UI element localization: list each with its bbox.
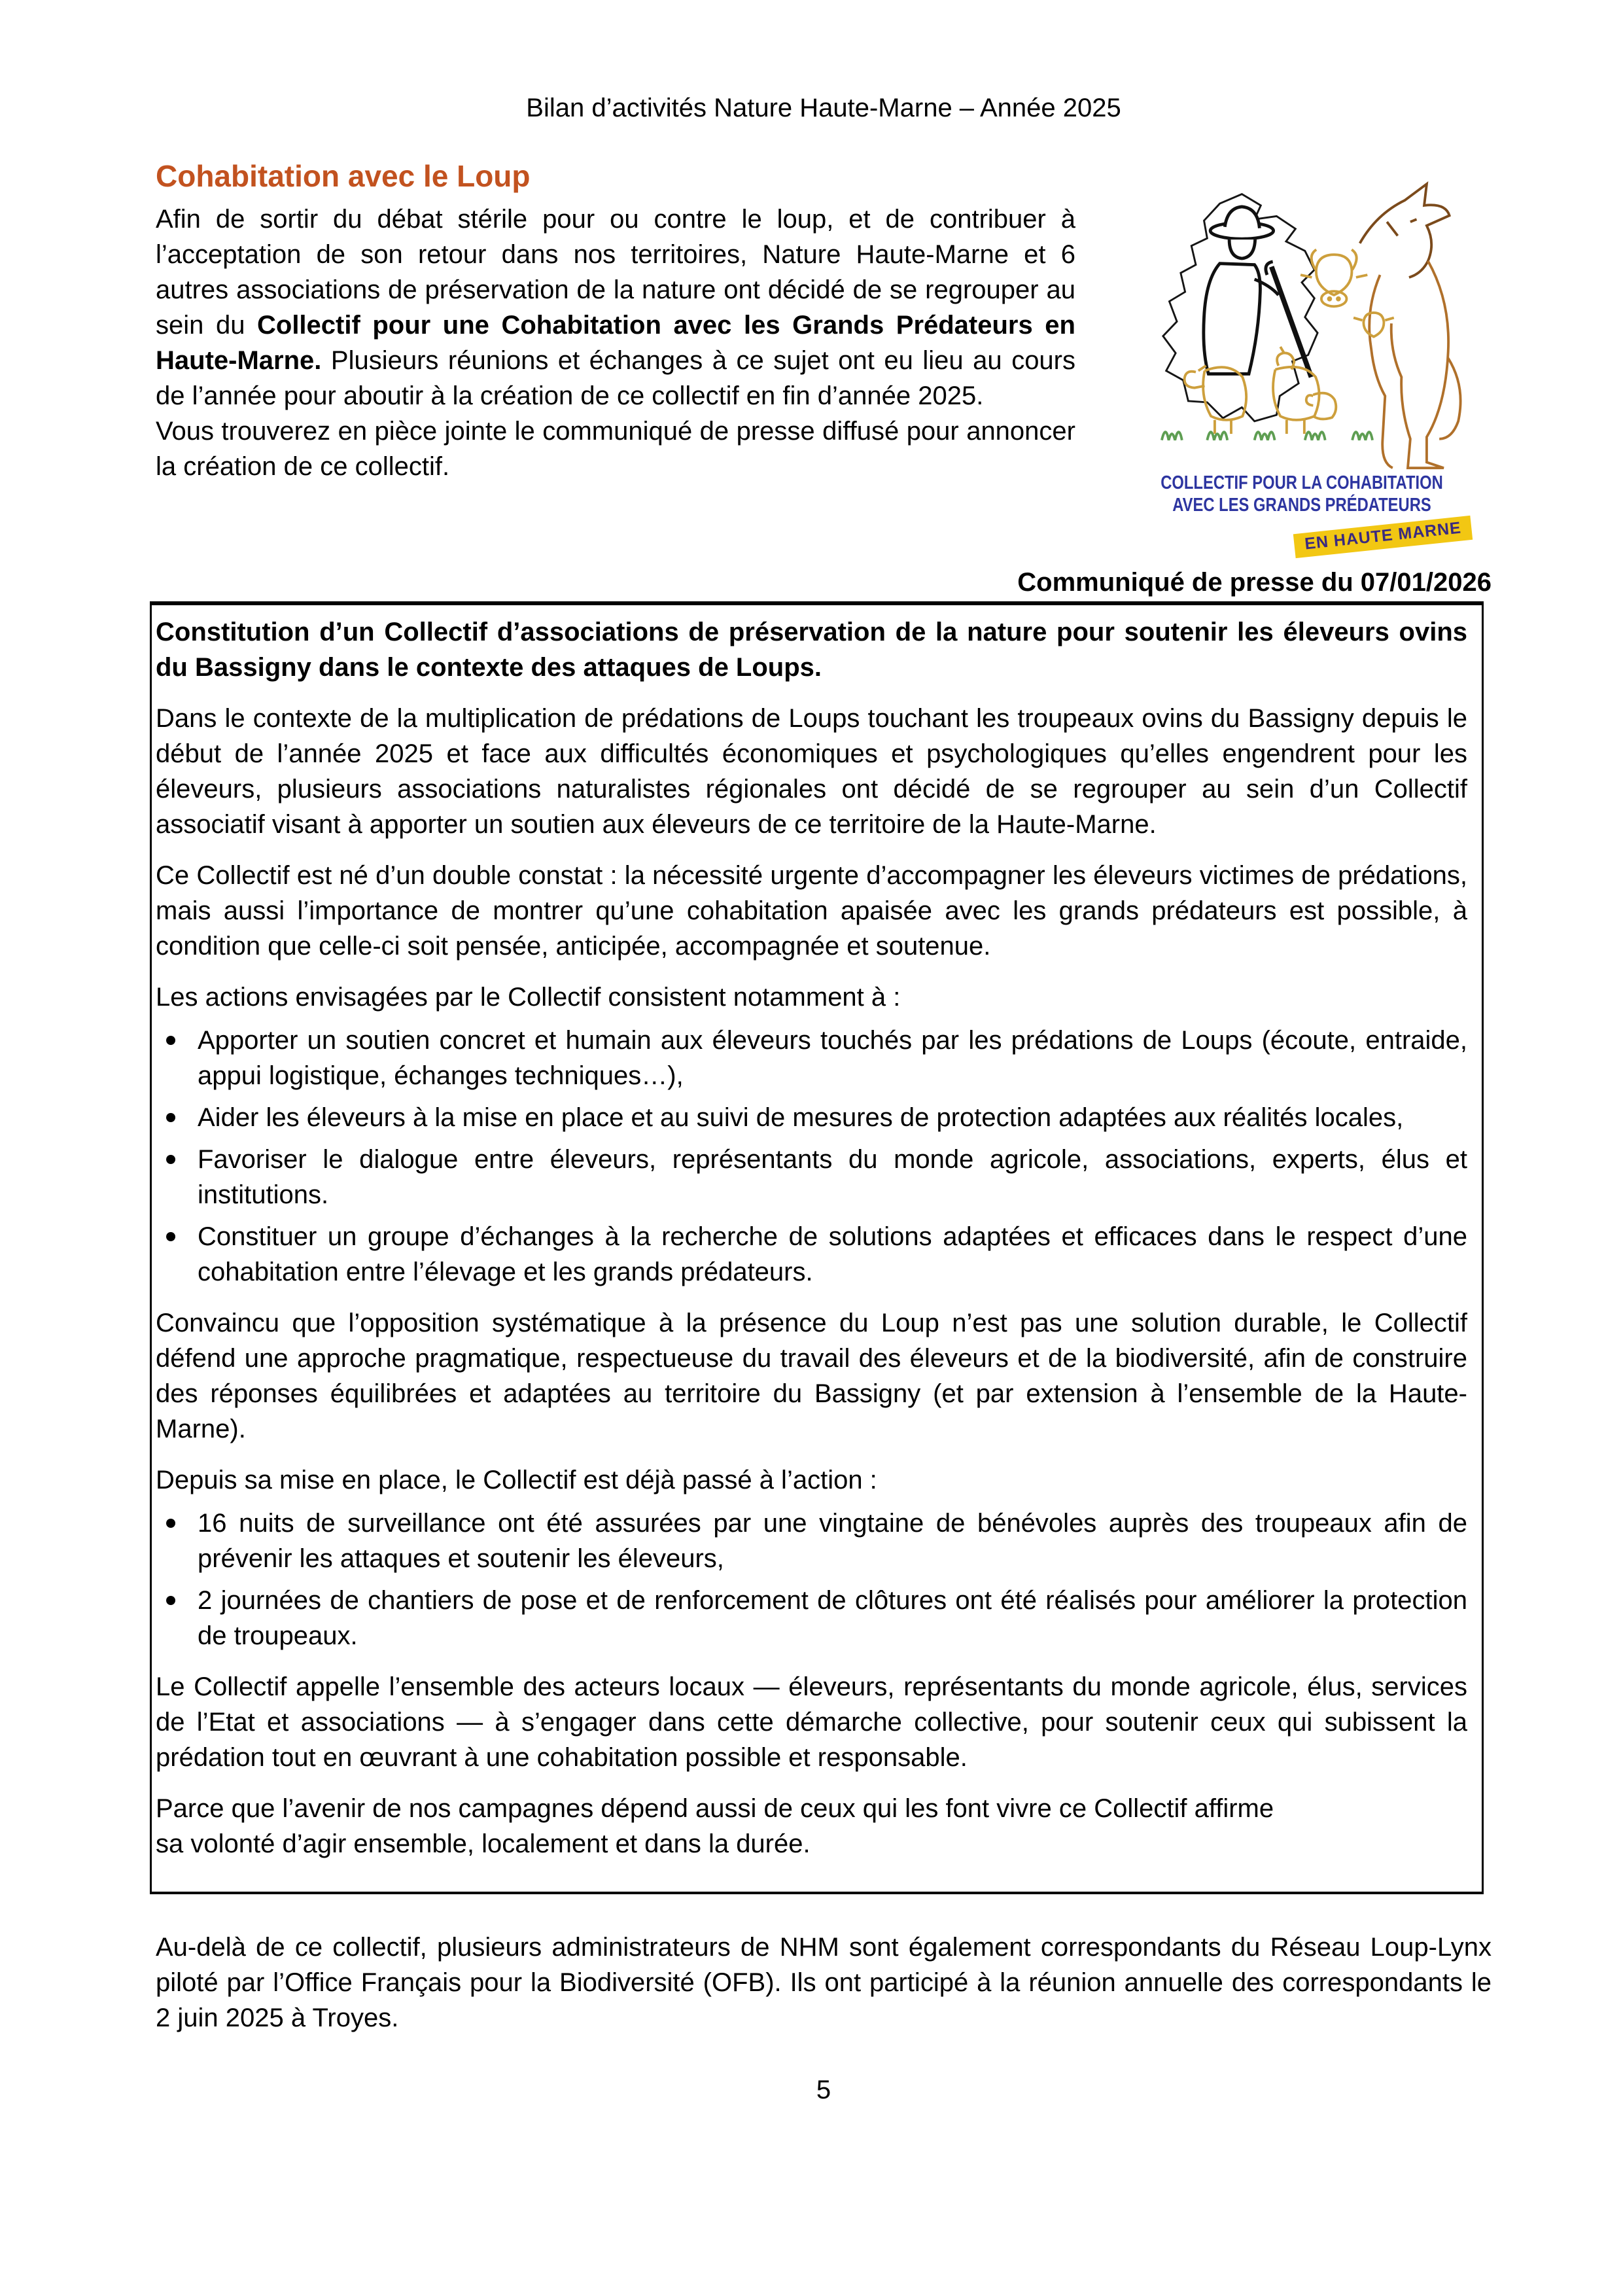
- press-release-paragraph-conclusion: [156, 1791, 1467, 1862]
- list-item-text: 2 journées de chantiers de pose et de renforcement de clôtures ont été réalisés pour améliorer la protection de troupeaux.: [198, 1586, 1467, 1650]
- press-release-paragraph-constat: Ce Collectif est né d’un double constat : la nécessité urgente d’accompagner les éleveurs victimes de prédations, mais aussi l’importance de montrer qu’une cohabitation apaisée avec les grands prédateurs est possible, à condition que celle-ci soit pensée, anticipée, accompagnée et soutenue.: [156, 861, 1467, 961]
- closing-paragraph: Au-delà de ce collectif, plusieurs administrateurs de NHM sont également correspondants du Réseau Loup-Lynx piloté par l’Office Français pour la Biodiversité (OFB). Ils ont participé à la réunion annuelle des correspondants le 2 juin 2025 à Troyes.: [156, 1933, 1492, 2032]
- press-release-box: [150, 601, 1484, 1894]
- done-intro: Depuis sa mise en place, le Collectif est déjà passé à l’action :: [156, 1466, 877, 1494]
- logo-banner-row: [1112, 515, 1492, 554]
- actions-list: [156, 1023, 1467, 1290]
- done-list: [156, 1506, 1467, 1653]
- list-item: [156, 1583, 1467, 1653]
- logo-caption-line2: AVEC LES GRANDS PRÉDATEURS: [1172, 495, 1431, 516]
- collectif-logo: [1112, 169, 1492, 554]
- collectif-name-bold: Collectif pour une Cohabitation avec les Grands Prédateurs en Haute-Marne.: [156, 311, 1075, 375]
- list-item: [156, 1506, 1467, 1576]
- list-item: [156, 1100, 1467, 1135]
- section-title: Cohabitation avec le Loup: [156, 159, 531, 193]
- collectif-logo-drawing-icon: [1125, 169, 1478, 472]
- list-item-text: Aider les éleveurs à la mise en place et au suivi de mesures de protection adaptées aux réalités locales,: [198, 1103, 1404, 1132]
- logo-caption: [1146, 472, 1457, 516]
- grass-tufts: [1162, 432, 1372, 440]
- press-release-title: Constitution d’un Collectif d’associations de préservation de la nature pour soutenir les éleveurs ovins du Bassigny dans le contexte des attaques de Loups.: [156, 618, 1467, 682]
- intro-paragraph-2: Vous trouverez en pièce jointe le communiqué de presse diffusé pour annoncer la création de ce collectif.: [156, 417, 1075, 481]
- intro-paragraph-1-start: Afin de sortir du débat stérile pour ou contre le loup, et de contribuer à l’acceptation de son retour dans nos territoires, Nature Haute-Marne et 6 autres associations de préservation de la nature ont décidé de se regrouper au sein du: [156, 205, 1075, 340]
- conclusion-line: sa volonté d’agir ensemble, localement et dans la durée.: [156, 1829, 811, 1858]
- cow-figure: [1300, 250, 1394, 337]
- press-release-paragraph-position: Convaincu que l’opposition systématique à la présence du Loup n’est pas une solution durable, le Collectif défend une approche pragmatique, respectueuse du travail des éleveurs et de la biodiversité, afin de construire des réponses équilibrées et adaptées au territoire du Bassigny (et par extension à l’ensemble de la Haute-Marne).: [156, 1309, 1467, 1443]
- press-release-paragraph-appel: Le Collectif appelle l’ensemble des acteurs locaux — éleveurs, représentants du monde agricole, élus, services de l’Etat et associations — à s’engager dans cette démarche collective, pour soutenir ceux qui subissent la prédation tout en œuvrant à une cohabitation possible et responsable.: [156, 1672, 1467, 1772]
- list-item: [156, 1142, 1467, 1212]
- list-item: [156, 1023, 1467, 1093]
- wolf-figure: [1360, 184, 1461, 468]
- actions-intro: Les actions envisagées par le Collectif consistent notamment à :: [156, 983, 901, 1012]
- list-item-text: Constituer un groupe d’échanges à la recherche de solutions adaptées et efficaces dans le respect d’une cohabitation entre l’élevage et les grands prédateurs.: [198, 1222, 1467, 1286]
- document-header: Bilan d’activités Nature Haute-Marne – Année 2025: [526, 94, 1121, 122]
- list-item-text: Favoriser le dialogue entre éleveurs, représentants du monde agricole, associations, experts, élus et institutions.: [198, 1145, 1467, 1209]
- list-item-text: Apporter un soutien concret et humain aux éleveurs touchés par les prédations de Loups (écoute, entraide, appui logistique, échanges techniques…),: [198, 1026, 1467, 1090]
- intro-paragraph-1-end: Plusieurs réunions et échanges à ce sujet ont eu lieu au cours de l’année pour aboutir à la création de ce collectif en fin d’année 2025.: [156, 346, 1075, 410]
- intro-block: [156, 202, 1492, 554]
- list-item: [156, 1219, 1467, 1290]
- conclusion-line: Parce que l’avenir de nos campagnes dépend aussi de ceux qui les font vivre ce Collectif affirme: [156, 1794, 1274, 1823]
- shepherd-figure: [1204, 207, 1312, 377]
- logo-caption-line1: COLLECTIF POUR LA COHABITATION: [1161, 472, 1443, 493]
- press-release-paragraph-context: Dans le contexte de la multiplication de prédations de Loups touchant les troupeaux ovins du Bassigny depuis le début de l’année 2025 et face aux difficultés économiques et psychologiques qu’elles engendrent pour les éleveurs, plusieurs associations naturalistes régionales ont décidé de se regrouper au sein d’un Collectif associatif visant à apporter un soutien aux éleveurs de ce territoire de la Haute-Marne.: [156, 704, 1467, 839]
- logo-banner: EN HAUTE MARNE: [1293, 516, 1473, 558]
- list-item-text: 16 nuits de surveillance ont été assurées par une vingtaine de bénévoles auprès des troupeaux afin de prévenir les attaques et soutenir les éleveurs,: [198, 1509, 1467, 1573]
- page-number: 5: [816, 2075, 831, 2104]
- press-release-dateline: Communiqué de presse du 07/01/2026: [1017, 568, 1492, 597]
